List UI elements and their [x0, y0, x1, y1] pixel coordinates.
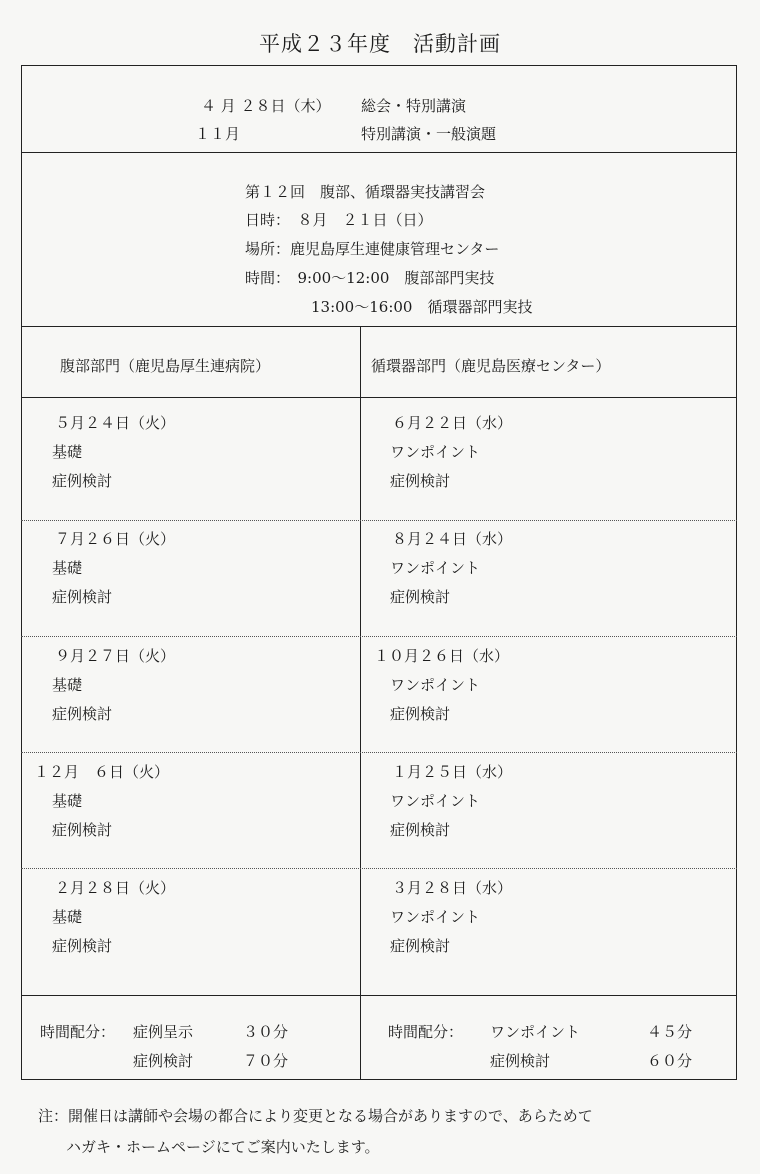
meeting-1-event: 総会・特別講演: [361, 97, 467, 115]
session-topic: 基礎: [52, 908, 83, 926]
session-case: 症例検討: [390, 821, 451, 839]
divider: [21, 636, 737, 637]
meeting-2-event: 特別講演・一般演題: [361, 125, 497, 143]
session-case: 症例検討: [52, 472, 113, 490]
session-topic: ワンポイント: [390, 908, 481, 926]
divider: [21, 868, 737, 869]
session-case: 症例検討: [52, 588, 113, 606]
divider: [21, 152, 737, 153]
session-date: ７月２６日（火）: [55, 530, 176, 548]
meeting-1-date: ４ 月 ２８日（木）: [201, 97, 331, 115]
workshop-time-2: 13:00～16:00 循環器部門実技: [311, 298, 533, 316]
session-topic: 基礎: [52, 676, 83, 694]
session-topic: 基礎: [52, 792, 83, 810]
session-case: 症例検討: [390, 472, 451, 490]
abdomen-column-header: 腹部部門（鹿児島厚生連病院）: [60, 357, 271, 375]
session-topic: ワンポイント: [390, 559, 481, 577]
footnote-line-2: ハガキ・ホームページにてご案内いたします。: [66, 1138, 380, 1156]
column-divider: [360, 326, 361, 1080]
session-case: 症例検討: [52, 821, 113, 839]
time-allocation-item: ワンポイント: [490, 1023, 581, 1041]
time-allocation-value: ４５分: [647, 1023, 693, 1041]
session-date: ８月２４日（水）: [392, 530, 513, 548]
meeting-2-date: １１月: [195, 125, 241, 143]
session-case: 症例検討: [390, 588, 451, 606]
session-case: 症例検討: [390, 937, 451, 955]
session-date: ６月２２日（水）: [392, 414, 513, 432]
cardio-column-header: 循環器部門（鹿児島医療センター）: [371, 357, 611, 375]
session-date: １０月２６日（水）: [374, 647, 510, 665]
session-date: １２月 ６日（火）: [34, 763, 170, 781]
session-date: １月２５日（水）: [392, 763, 513, 781]
divider: [21, 326, 737, 327]
session-topic: ワンポイント: [390, 792, 481, 810]
session-date: ５月２４日（火）: [55, 414, 176, 432]
time-allocation-label: 時間配分：: [40, 1023, 116, 1041]
time-allocation-item: 症例呈示: [133, 1023, 194, 1041]
footnote-line-1: 注：開催日は講師や会場の都合により変更となる場合がありますので、あらためて: [38, 1107, 593, 1125]
session-topic: 基礎: [52, 443, 83, 461]
workshop-title: 第１２回 腹部、循環器実技講習会: [245, 183, 486, 201]
page-title: 平成２３年度 活動計画: [259, 32, 501, 56]
time-allocation-value: ６０分: [647, 1052, 693, 1070]
session-topic: ワンポイント: [390, 676, 481, 694]
session-case: 症例検討: [390, 705, 451, 723]
workshop-place: 場所：鹿児島厚生連健康管理センター: [245, 240, 500, 258]
session-topic: 基礎: [52, 559, 83, 577]
session-date: ９月２７日（火）: [55, 647, 176, 665]
session-case: 症例検討: [52, 937, 113, 955]
time-allocation-item: 症例検討: [490, 1052, 551, 1070]
time-allocation-label: 時間配分：: [388, 1023, 464, 1041]
session-date: ３月２８日（水）: [392, 879, 513, 897]
session-date: ２月２８日（火）: [55, 879, 176, 897]
session-topic: ワンポイント: [390, 443, 481, 461]
workshop-date: 日時： ８月 ２１日（日）: [245, 211, 433, 229]
time-allocation-value: ３０分: [243, 1023, 289, 1041]
time-allocation-value: ７０分: [243, 1052, 289, 1070]
workshop-time-1: 時間： 9:00～12:00 腹部部門実技: [245, 269, 495, 287]
divider: [21, 397, 737, 398]
divider: [21, 995, 737, 996]
divider: [21, 752, 737, 753]
divider: [21, 520, 737, 521]
session-case: 症例検討: [52, 705, 113, 723]
time-allocation-item: 症例検討: [133, 1052, 194, 1070]
